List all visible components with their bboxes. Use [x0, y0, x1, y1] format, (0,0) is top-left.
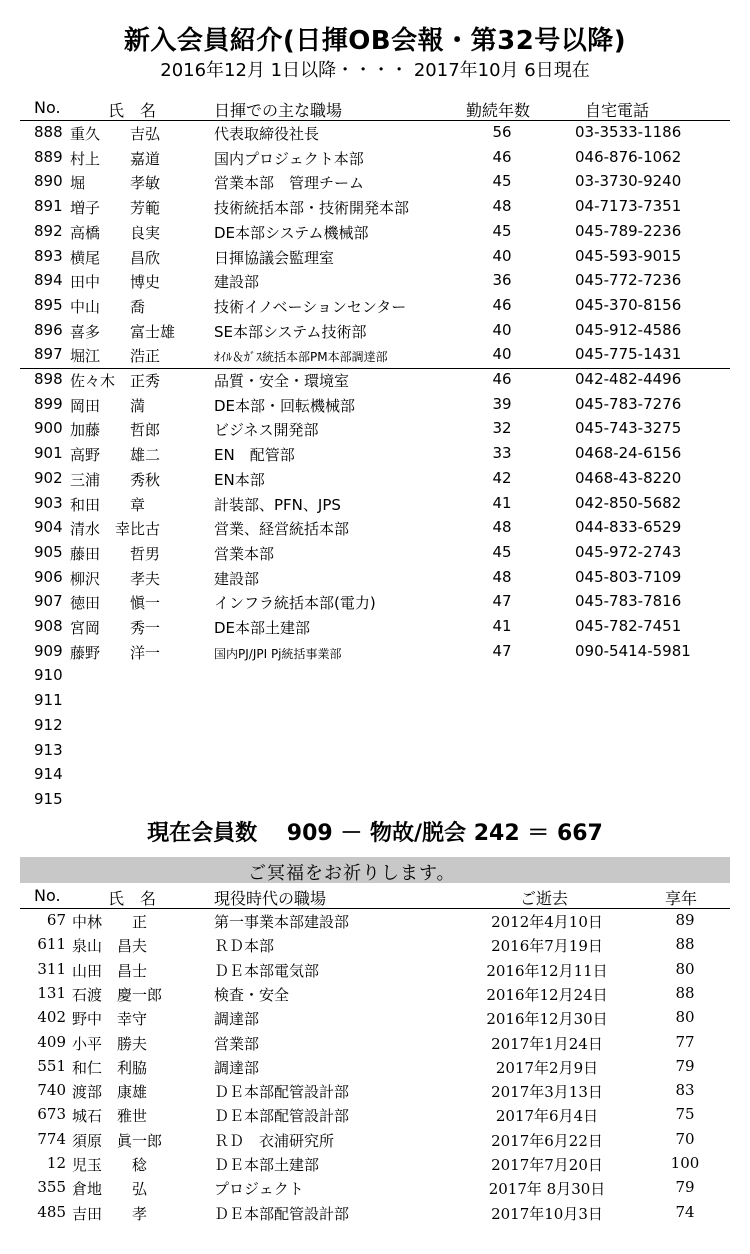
- member-tel: 045-783-7276: [575, 394, 682, 413]
- deceased-no: 774: [37, 1129, 66, 1148]
- table-row: [0, 368, 750, 393]
- member-name: 加藤 哲郎: [70, 421, 161, 440]
- member-tel: 045-803-7109: [575, 567, 682, 586]
- table-row: [0, 467, 750, 492]
- member-years: 36: [492, 271, 512, 290]
- member-name: 増子 芳範: [70, 199, 161, 218]
- deceased-no: 67: [46, 911, 66, 929]
- deceased-no: 673: [37, 1105, 66, 1124]
- header-date: ご逝去: [520, 889, 569, 908]
- deceased-name: 小平 勝夫: [72, 1034, 148, 1053]
- member-years: 48: [492, 567, 512, 586]
- member-no: 895: [34, 295, 63, 314]
- table-row: [0, 615, 750, 640]
- deceased-job: 調達部: [214, 1010, 260, 1029]
- deceased-no: 12: [46, 1154, 66, 1172]
- deceased-no: 402: [37, 1008, 66, 1027]
- deceased-name: 石渡 慶一郎: [72, 985, 163, 1004]
- member-no: 892: [34, 221, 63, 240]
- table-row: [0, 1201, 750, 1225]
- deceased-date: 2017年2月9日: [495, 1058, 599, 1077]
- member-no: 907: [34, 592, 63, 611]
- member-name: 村上 嘉道: [70, 149, 161, 168]
- member-no: 904: [34, 518, 63, 537]
- member-no: 888: [34, 123, 63, 141]
- deceased-name: 吉田 孝: [72, 1204, 148, 1223]
- header-age: 享年: [665, 889, 698, 908]
- member-years: 39: [492, 394, 512, 413]
- member-no: 905: [34, 542, 63, 561]
- deceased-age: 100: [670, 1154, 700, 1172]
- member-tel: 0468-43-8220: [575, 468, 682, 487]
- member-tel: 045-789-2236: [575, 221, 682, 240]
- member-years: 45: [492, 542, 512, 561]
- table-row: [0, 739, 750, 764]
- member-job: 計装部、PFN、JPS: [214, 495, 341, 514]
- deceased-age: 70: [675, 1129, 695, 1148]
- deceased-age: 80: [675, 959, 695, 978]
- member-job: 営業本部 管理チーム: [214, 174, 365, 193]
- table-row: [0, 146, 750, 171]
- member-years: 45: [492, 172, 512, 191]
- member-years: 48: [492, 518, 512, 537]
- table-row: [0, 1176, 750, 1200]
- member-job: 代表取締役社長: [214, 125, 320, 143]
- member-no: 908: [34, 617, 63, 635]
- member-name: 藤野 洋一: [70, 643, 161, 662]
- member-no: 897: [34, 345, 63, 364]
- member-name: 田中 博史: [70, 273, 161, 292]
- member-tel: 045-912-4586: [575, 320, 682, 339]
- deceased-job: ＤＥ本部土建部: [214, 1156, 320, 1174]
- member-job: EN本部: [214, 470, 265, 489]
- deceased-date: 2017年3月13日: [491, 1083, 603, 1102]
- member-tel: 045-743-3275: [575, 419, 682, 438]
- deceased-job: 営業部: [214, 1034, 260, 1053]
- table-row: [0, 1152, 750, 1176]
- member-job: 国内PJ/JPI Pj統括事業部: [214, 646, 342, 661]
- member-name: 高橋 良実: [70, 223, 161, 242]
- deceased-date: 2017年6月22日: [491, 1131, 603, 1150]
- member-no: 914: [34, 765, 63, 784]
- table-row: [0, 714, 750, 739]
- table-row: [0, 788, 750, 813]
- page-subtitle: 2016年12月 1日以降・・・・ 2017年10月 6日現在: [160, 60, 590, 81]
- member-tel: 045-783-7816: [575, 592, 682, 611]
- table-row: [0, 294, 750, 319]
- member-tel: 046-876-1062: [575, 147, 682, 166]
- deceased-job: ＤＥ本部配管設計部: [214, 1083, 350, 1102]
- memorial-banner-text: ご冥福をお祈りします。: [248, 863, 456, 884]
- deceased-no: 355: [37, 1178, 66, 1197]
- member-tel: 044-833-6529: [575, 518, 682, 537]
- deceased-name: 和仁 利脇: [72, 1058, 148, 1077]
- deceased-name: 児玉 稔: [72, 1156, 148, 1174]
- table-row: [0, 343, 750, 368]
- deceased-job: ＤＥ本部配管設計部: [214, 1204, 350, 1223]
- member-tel: 045-775-1431: [575, 345, 682, 364]
- table-row: [0, 1079, 750, 1103]
- deceased-age: 89: [675, 911, 695, 929]
- header-job: 日揮での主な職場: [214, 101, 343, 120]
- deceased-age: 79: [675, 1056, 695, 1075]
- deceased-table-header: [0, 884, 750, 908]
- table-row: [0, 1128, 750, 1152]
- table-row: [0, 269, 750, 294]
- deceased-age: 83: [675, 1081, 695, 1100]
- member-tel: 04-7173-7351: [575, 197, 682, 216]
- table-row: [0, 541, 750, 566]
- deceased-date: 2017年1月24日: [491, 1034, 603, 1053]
- member-tel: 045-593-9015: [575, 246, 682, 265]
- member-no: 910: [34, 666, 63, 685]
- member-no: 906: [34, 567, 63, 586]
- member-name: 和田 章: [70, 495, 146, 514]
- table-row: [0, 1055, 750, 1079]
- member-name: 宮岡 秀一: [70, 619, 161, 637]
- member-tel: 042-482-4496: [575, 370, 682, 388]
- deceased-job: 調達部: [214, 1058, 260, 1077]
- deceased-name: 倉地 弘: [72, 1180, 148, 1199]
- member-no: 899: [34, 394, 63, 413]
- deceased-age: 74: [675, 1202, 695, 1221]
- deceased-date: 2016年12月24日: [486, 985, 608, 1004]
- member-tel: 045-782-7451: [575, 617, 682, 635]
- member-no: 901: [34, 444, 63, 463]
- deceased-no: 611: [37, 935, 66, 954]
- table-row: [0, 933, 750, 957]
- member-years: 45: [492, 221, 512, 240]
- member-name: 岡田 満: [70, 396, 146, 415]
- member-job: 日揮協議会監理室: [214, 248, 335, 267]
- member-tel: 042-850-5682: [575, 493, 682, 512]
- member-name: 重久 吉弘: [70, 125, 161, 143]
- member-no: 912: [34, 715, 63, 734]
- table-row: [0, 319, 750, 344]
- deceased-date: 2017年7月20日: [491, 1156, 603, 1174]
- member-tel: 0468-24-6156: [575, 444, 682, 463]
- header-years: 勤続年数: [466, 101, 531, 120]
- deceased-age: 79: [675, 1178, 695, 1197]
- member-no: 909: [34, 641, 63, 660]
- table-row: [0, 664, 750, 689]
- member-job: 営業本部: [214, 544, 275, 563]
- member-tel: 045-772-7236: [575, 271, 682, 290]
- deceased-job: ＲＤ本部: [214, 937, 275, 956]
- deceased-job: 検査・安全: [214, 985, 290, 1004]
- deceased-age: 75: [675, 1105, 695, 1124]
- member-job: SE本部システム技術部: [214, 322, 367, 341]
- table-row: [0, 1103, 750, 1127]
- member-years: 48: [492, 197, 512, 216]
- member-no: 896: [34, 320, 63, 339]
- deceased-job: 第一事業本部建設部: [214, 913, 350, 931]
- page-title: 新入会員紹介(日揮OB会報・第32号以降): [123, 26, 627, 56]
- header-no: No.: [34, 98, 61, 117]
- deceased-job: ＤＥ本部電気部: [214, 961, 320, 980]
- member-no: 893: [34, 246, 63, 265]
- member-name: 堀 孝敏: [70, 174, 161, 193]
- deceased-date: 2017年 8月30日: [488, 1180, 606, 1199]
- deceased-no: 311: [37, 959, 66, 978]
- deceased-age: 88: [675, 935, 695, 954]
- header-tel: 自宅電話: [585, 101, 650, 120]
- member-job: EN 配管部: [214, 446, 295, 465]
- deceased-date: 2017年10月3日: [491, 1204, 603, 1223]
- member-tel: 03-3533-1186: [575, 123, 682, 141]
- table-row: [0, 566, 750, 591]
- member-no: 890: [34, 172, 63, 191]
- table-row: [0, 763, 750, 788]
- header-job: 現役時代の職場: [214, 889, 327, 908]
- member-no: 915: [34, 789, 63, 808]
- member-tel: 090-5414-5981: [575, 641, 691, 660]
- deceased-name: 泉山 昌夫: [72, 937, 148, 956]
- deceased-job: ＲＤ 衣浦研究所: [214, 1131, 335, 1150]
- member-years: 32: [492, 419, 512, 438]
- memorial-banner: [20, 857, 730, 883]
- member-job: 技術統括本部・技術開発本部: [214, 199, 410, 218]
- deceased-job: ＤＥ本部配管設計部: [214, 1107, 350, 1126]
- member-no: 913: [34, 740, 63, 759]
- table-row: [0, 590, 750, 615]
- member-years: 46: [492, 370, 512, 388]
- member-name: 横尾 昌欣: [70, 248, 161, 267]
- member-years: 40: [492, 246, 512, 265]
- member-name: 中山 喬: [70, 297, 146, 316]
- deceased-age: 88: [675, 983, 695, 1002]
- member-job: DE本部システム機械部: [214, 223, 369, 242]
- member-job: DE本部・回転機械部: [214, 396, 356, 415]
- member-years: 46: [492, 295, 512, 314]
- table-row: [0, 492, 750, 517]
- table-row: [0, 958, 750, 982]
- table-row: [0, 121, 750, 146]
- member-tel: 03-3730-9240: [575, 172, 682, 191]
- deceased-name: 野中 幸守: [72, 1010, 148, 1029]
- member-job: 営業、経営統括本部: [214, 520, 350, 539]
- member-job: 国内プロジェクト本部: [214, 149, 364, 168]
- header-name: 氏 名: [108, 889, 157, 908]
- member-no: 889: [34, 147, 63, 166]
- member-years: 41: [492, 493, 512, 512]
- member-years: 47: [492, 592, 512, 611]
- deceased-no: 485: [37, 1202, 66, 1221]
- deceased-date: 2016年12月30日: [486, 1010, 608, 1029]
- table-row: [0, 909, 750, 933]
- deceased-name: 中林 正: [72, 913, 148, 931]
- deceased-age: 80: [675, 1008, 695, 1027]
- member-name: 清水 幸比古: [70, 520, 161, 539]
- member-no: 911: [34, 691, 63, 710]
- table-row: [0, 1006, 750, 1030]
- deceased-name: 山田 昌士: [72, 961, 148, 980]
- header-no: No.: [34, 886, 61, 905]
- member-name: 高野 雄二: [70, 446, 161, 465]
- deceased-no: 131: [37, 983, 66, 1002]
- deceased-age: 77: [675, 1032, 695, 1051]
- deceased-name: 渡部 康雄: [72, 1083, 148, 1102]
- table-row: [0, 170, 750, 195]
- member-name: 柳沢 孝夫: [70, 569, 161, 588]
- member-years: 40: [492, 345, 512, 364]
- table-row: [0, 417, 750, 442]
- member-job: 技術イノベーションセンター: [214, 297, 407, 316]
- member-job: ｵｲﾙ＆ｶﾞｽ統括本部PM本部調達部: [214, 350, 388, 365]
- deceased-no: 740: [37, 1081, 66, 1100]
- member-job: DE本部土建部: [214, 619, 311, 637]
- table-row: [0, 1031, 750, 1055]
- member-no: 902: [34, 468, 63, 487]
- table-row: [0, 689, 750, 714]
- member-years: 41: [492, 617, 512, 635]
- member-tel: 045-370-8156: [575, 295, 682, 314]
- deceased-date: 2016年12月11日: [486, 961, 608, 980]
- member-job: 建設部: [214, 273, 260, 292]
- member-job: 建設部: [214, 569, 260, 588]
- member-years: 47: [492, 641, 512, 660]
- member-years: 40: [492, 320, 512, 339]
- table-row: [0, 442, 750, 467]
- member-no: 898: [34, 370, 63, 388]
- deceased-name: 城石 雅世: [72, 1107, 148, 1126]
- member-name: 藤田 哲男: [70, 544, 161, 563]
- table-row: [0, 245, 750, 270]
- member-name: 三浦 秀秋: [70, 470, 161, 489]
- table-row: [0, 195, 750, 220]
- member-name: 佐々木 正秀: [70, 372, 161, 390]
- member-job: ビジネス開発部: [214, 421, 319, 440]
- table-row: [0, 982, 750, 1006]
- member-no: 903: [34, 493, 63, 512]
- deceased-date: 2012年4月10日: [491, 913, 603, 931]
- member-name: 堀江 浩正: [70, 347, 161, 366]
- member-years: 46: [492, 147, 512, 166]
- deceased-date: 2016年7月19日: [491, 937, 603, 956]
- member-years: 33: [492, 444, 512, 463]
- member-job: 品質・安全・環境室: [214, 372, 350, 390]
- table-row: [0, 640, 750, 665]
- member-no: 900: [34, 419, 63, 438]
- deceased-date: 2017年6月4日: [495, 1107, 599, 1126]
- deceased-no: 551: [37, 1056, 66, 1075]
- member-name: 喜多 富士雄: [70, 322, 176, 341]
- deceased-no: 409: [37, 1032, 66, 1051]
- members-table-header: [0, 96, 750, 120]
- member-no: 891: [34, 197, 63, 216]
- table-row: [0, 220, 750, 245]
- member-job: インフラ統括本部(電力): [214, 594, 376, 613]
- member-no: 894: [34, 271, 63, 290]
- member-tel: 045-972-2743: [575, 542, 682, 561]
- deceased-job: プロジェクト: [214, 1180, 304, 1199]
- member-years: 42: [492, 468, 512, 487]
- header-name: 氏 名: [108, 101, 157, 120]
- table-row: [0, 393, 750, 418]
- member-count-summary: 現在会員数 909 － 物故/脱会 242 ＝ 667: [147, 821, 603, 846]
- member-years: 56: [492, 123, 512, 141]
- member-name: 徳田 愼一: [70, 594, 161, 613]
- table-row: [0, 516, 750, 541]
- deceased-name: 須原 眞一郎: [72, 1131, 163, 1150]
